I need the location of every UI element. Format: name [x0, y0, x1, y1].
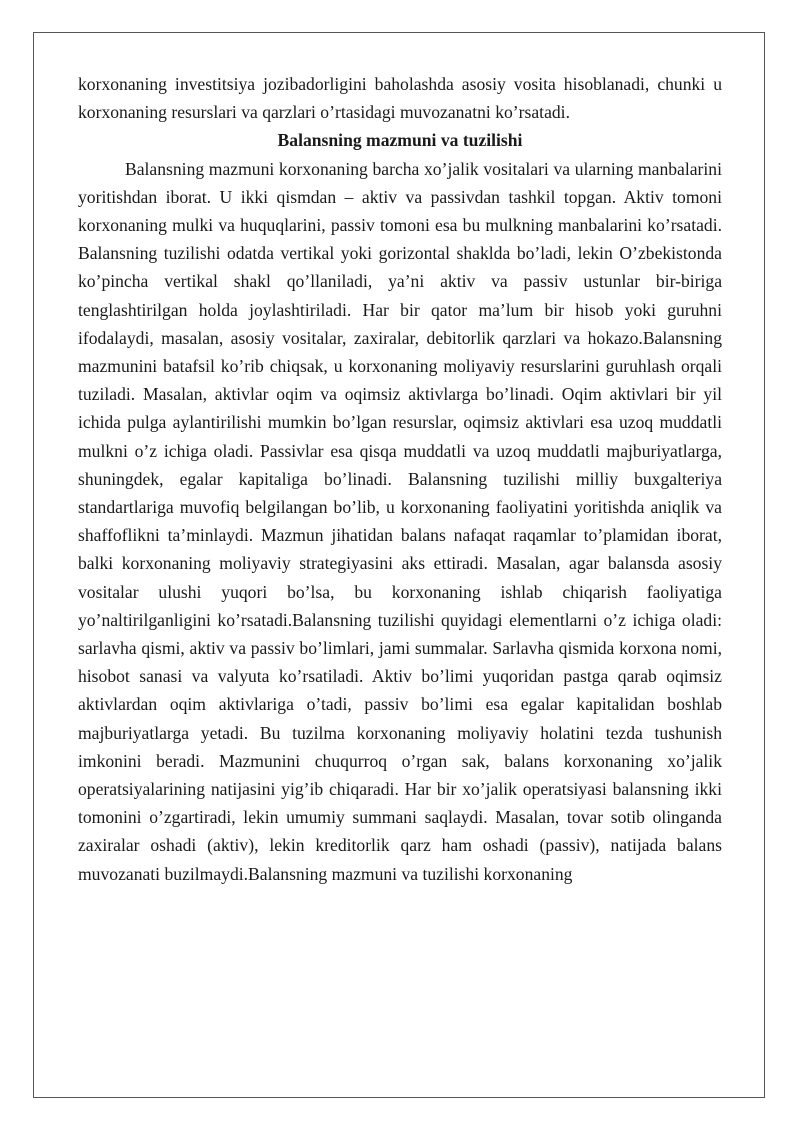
intro-paragraph: korxonaning investitsiya jozibadorligini baholashda asosiy vosita hisoblanadi, chunki u korxonaning resurslari va qarzlari o’rtasidagi muvozanatni ko’rsatadi. — [78, 74, 722, 123]
document-body — [78, 70, 722, 888]
section-title: Balansning mazmuni va tuzilishi — [277, 130, 523, 151]
body-paragraph: Balansning mazmuni korxonaning barcha xo’jalik vositalari va ularning manbalarini yoritishdan iborat. U ikki qismdan – aktiv va passivdan tashkil topgan. Aktiv tomoni korxonaning mulki va huquqlarini, passiv tomoni esa bu mulkning manbalarini ko’rsatadi. Balansning tuzilishi odatda vertikal yoki gorizontal shaklda bo’ladi, lekin O’zbekistonda ko’pincha vertikal shakl qo’llaniladi, ya’ni aktiv va passiv ustunlar bir-biriga tenglashtirilgan holda joylashtiriladi. Har bir qator ma’lum bir hisob yoki guruhni ifodalaydi, masalan, asosiy vositalar, zaxiralar, debitorlik qarzlari va hokazo.Balansning mazmunini batafsil ko’rib chiqsak, u korxonaning moliyaviy resurslarini guruhlash orqali tuziladi. Masalan, aktivlar oqim va oqimsiz aktivlarga bo’linadi. Oqim aktivlari bir yil ichida pulga aylantirilishi mumkin bo’lgan resurslar, oqimsiz aktivlari esa uzoq muddatli mulkni o’z ichiga oladi. Passivlar esa qisqa muddatli va uzoq muddatli majburiyatlarga, shuningdek, egalar kapitaliga bo’linadi. Balansning tuzilishi milliy buxgalteriya standartlariga muvofiq belgilangan bo’lib, u korxonaning faoliyatini yoritishda aniqlik va shaffoflikni ta’minlaydi. Mazmun jihatidan balans nafaqat raqamlar to’plamidan iborat, balki korxonaning moliyaviy strategiyasini aks ettiradi. Masalan, agar balansda asosiy vositalar ulushi yuqori bo’lsa, bu korxonaning ishlab chiqarish faoliyatiga yo’naltirilganligini ko’rsatadi.Balansning tuzilishi quyidagi elementlarni o’z ichiga oladi: sarlavha qismi, aktiv va passiv bo’limlari, jami summalar. Sarlavha qismida korxona nomi, hisobot sanasi va valyuta ko’rsatiladi. Aktiv bo’limi yuqoridan pastga qarab oqimsiz aktivlardan oqim aktivlariga o’tadi, passiv bo’limi esa egalar kapitalidan boshlab majburiyatlarga yetadi. Bu tuzilma korxonaning moliyaviy holatini tezda tushunish imkonini beradi. Mazmunini chuqurroq o’rgan sak, balans korxonaning xo’jalik operatsiyalarining natijasini yig’ib chiqaradi. Har bir xo’jalik operatsiyasi balansning ikki tomonini o’zgartiradi, lekin umumiy summani saqlaydi. Masalan, tovar sotib olinganda zaxiralar oshadi (aktiv), lekin kreditorlik qarz ham oshadi (passiv), natijada balans muvozanati buzilmaydi.Balansning mazmuni va tuzilishi korxonaning — [78, 158, 722, 884]
